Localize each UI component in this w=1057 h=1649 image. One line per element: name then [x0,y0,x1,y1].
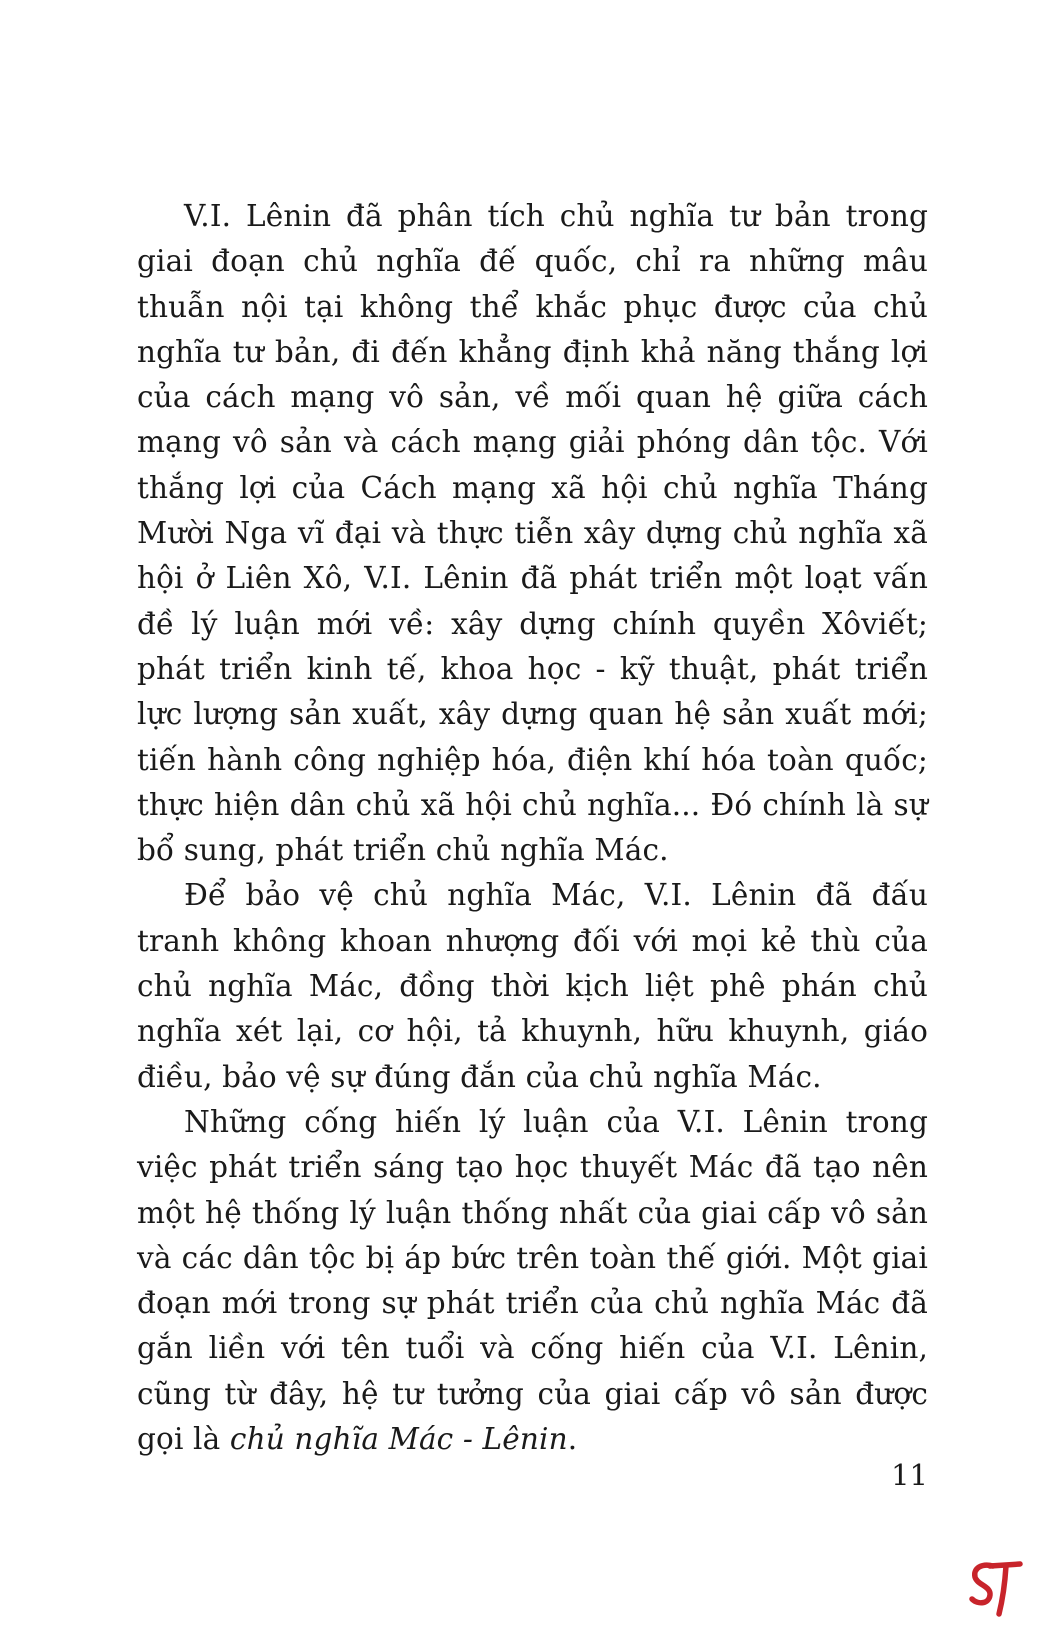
paragraph-2: Để bảo vệ chủ nghĩa Mác, V.I. Lênin đã đấu tranh không khoan nhượng đối với mọi kẻ thù của chủ nghĩa Mác, đồng thời kịch liệt phê phán chủ nghĩa xét lại, cơ hội, tả khuynh, hữu khuynh, giáo điều, bảo vệ sự đúng đắn của chủ nghĩa Mác. [137,878,928,1094]
paragraph-3-emphasis: chủ nghĩa Mác - Lênin [229,1422,568,1457]
paragraph-3-text: Những cống hiến lý luận của V.I. Lênin trong việc phát triển sáng tạo học thuyết Mác đã tạo nên một hệ thống lý luận thống nhất của giai cấp vô sản và các dân tộc bị áp bức trên toàn thế giới. Một giai đoạn mới trong sự phát triển của chủ nghĩa Mác đã gắn liền với tên tuổi và cống hiến của V.I. Lênin, cũng từ đây, hệ tư tưởng của giai cấp vô sản được gọi là [137,1104,928,1457]
publisher-logo-icon [968,1560,1024,1618]
page-body [137,194,928,1462]
paragraph-3 [137,1100,928,1462]
paragraph-3-end: . [567,1422,578,1457]
page-number: 11 [891,1458,928,1492]
paragraph-1: V.I. Lênin đã phân tích chủ nghĩa tư bản trong giai đoạn chủ nghĩa đế quốc, chỉ ra những mâu thuẫn nội tại không thể khắc phục được của chủ nghĩa tư bản, đi đến khẳng định khả năng thắng lợi của cách mạng vô sản, về mối quan hệ giữa cách mạng vô sản và cách mạng giải phóng dân tộc. Với thắng lợi của Cách mạng xã hội chủ nghĩa Tháng Mười Nga vĩ đại và thực tiễn xây dựng chủ nghĩa xã hội ở Liên Xô, V.I. Lênin đã phát triển một loạt vấn đề lý luận mới về: xây dựng chính quyền Xôviết; phát triển kinh tế, khoa học - kỹ thuật, phát triển lực lượng sản xuất, xây dựng quan hệ sản xuất mới; tiến hành công nghiệp hóa, điện khí hóa toàn quốc; thực hiện dân chủ xã hội chủ nghĩa... Đó chính là sự bổ sung, phát triển chủ nghĩa Mác. [137,199,928,868]
